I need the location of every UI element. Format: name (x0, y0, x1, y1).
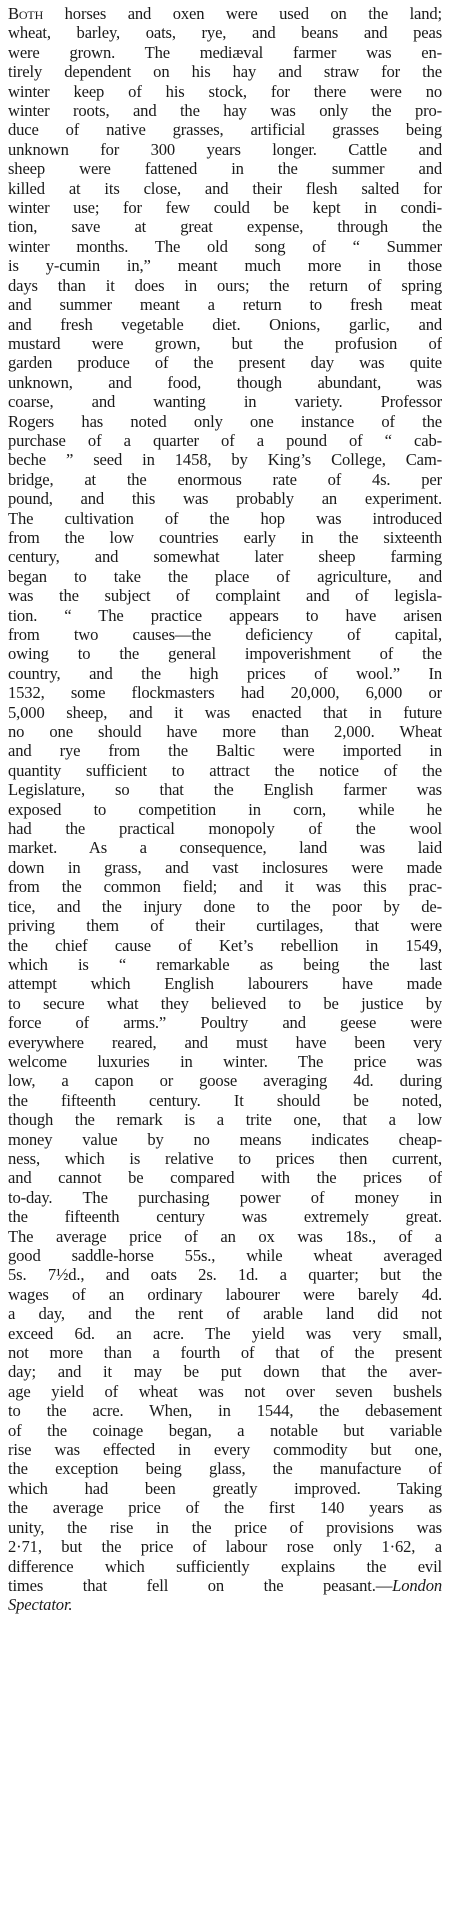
article-line: from two causes—the deficiency of capital, (8, 625, 442, 644)
source-credit: London (392, 1575, 442, 1595)
article-line: coarse, and wanting in variety. Professor (8, 392, 442, 412)
article-line: 5,000 sheep, and it was enacted that in future (8, 702, 442, 722)
article-line: exceed 6d. an acre. The yield was very small, (8, 1323, 442, 1343)
article-line: the chief cause of Ket’s rebellion in 1549, (8, 935, 442, 955)
article-line: and summer meant a return to fresh meat (8, 295, 442, 315)
article-line: which had been greatly improved. Taking (8, 1478, 442, 1498)
article-line: no one should have more than 2,000. Wheat (8, 722, 442, 742)
article-line: rise was effected in every commodity but one, (8, 1440, 442, 1460)
article-line: unknown, and food, though abundant, was (8, 372, 442, 392)
article-line: money value by no means indicates cheap- (8, 1129, 442, 1149)
article-line: and fresh vegetable diet. Onions, garlic, and (8, 314, 442, 334)
article-line: day; and it may be put down that the aver- (8, 1362, 442, 1382)
article-line: 5s. 7½d., and oats 2s. 1d. a quarter; but the (8, 1265, 442, 1285)
article-line: age yield of wheat was not over seven bushels (8, 1381, 442, 1401)
article-line: force of arms.” Poultry and geese were (8, 1013, 442, 1033)
article-line: sheep were fattened in the summer and (8, 159, 442, 179)
article-line: began to take the place of agriculture, and (8, 566, 442, 586)
article-line: low, a capon or goose averaging 4d. during (8, 1071, 442, 1091)
article-line: and rye from the Baltic were imported in (8, 741, 442, 761)
article-line: 2·71, but the price of labour rose only 1·62, a (8, 1537, 442, 1557)
article-line: mustard were grown, but the profusion of (8, 333, 442, 353)
article-line: the exception being glass, the manufacture of (8, 1459, 442, 1479)
article-line: unknown for 300 years longer. Cattle and (8, 139, 442, 159)
article-line: wages of an ordinary labourer were barely 4d. (8, 1284, 442, 1304)
article-line: tice, and the injury done to the poor by de- (8, 896, 442, 916)
article-line (8, 4, 442, 23)
article-line: The average price of an ox was 18s., of a (8, 1226, 442, 1246)
article-line: difference which sufficiently explains the evil (8, 1556, 442, 1576)
article-line: The cultivation of the hop was introduced (8, 508, 442, 528)
article-line: tion, save at great expense, through the (8, 217, 442, 237)
article-line: winter use; for few could be kept in condi- (8, 198, 442, 218)
article-line: bridge, at the enormous rate of 4s. per (8, 469, 442, 489)
article-line: tion. “ The practice appears to have arisen (8, 605, 442, 625)
article-line: had the practical monopoly of the wool (8, 819, 442, 839)
article-line: of the coinage began, a notable but variable (8, 1420, 442, 1440)
article-line: and cannot be compared with the prices of (8, 1168, 442, 1188)
article-line: duce of native grasses, artificial grasses being (8, 120, 442, 140)
article-line: priving them of their curtilages, that were (8, 916, 442, 936)
article-line: from the low countries early in the sixteenth (8, 527, 442, 547)
article-line: exposed to competition in corn, while he (8, 799, 442, 819)
article-line-text: times that fell on the peasant.— (8, 1575, 393, 1595)
article-line: good saddle-horse 55s., while wheat averaged (8, 1246, 442, 1265)
article-line: not more than a fourth of that of the present (8, 1343, 442, 1363)
article-line: pound, and this was probably an experiment. (8, 489, 442, 509)
article-line: Rogers has noted only one instance of the (8, 411, 442, 431)
first-line-text: horses and oxen were used on the land; (43, 4, 442, 23)
article-line: the fifteenth century was extremely great. (8, 1207, 442, 1227)
article-line: were grown. The mediæval farmer was en- (8, 42, 442, 62)
article-line: purchase of a quarter of a pound of “ cab- (8, 430, 442, 450)
article-line: though the remark is a trite one, that a low (8, 1110, 442, 1130)
article-line: owing to the general impoverishment of the (8, 644, 442, 664)
drop-word: Both (8, 4, 44, 23)
article-line: attempt which English labourers have made (8, 974, 442, 994)
article-line: ness, which is relative to prices then current, (8, 1148, 442, 1168)
article-line: days than it does in ours; the return of spring (8, 275, 442, 295)
source-credit-continued: Spectator. (8, 1595, 73, 1615)
article-line: down in grass, and vast inclosures were made (8, 857, 442, 877)
article-line: winter keep of his stock, for there were no (8, 81, 442, 101)
article-line: quantity sufficient to attract the notice of the (8, 760, 442, 780)
article-line: winter months. The old song of “ Summer (8, 236, 442, 256)
article-line: unity, the rise in the price of provisions was (8, 1517, 442, 1537)
article-line: is y-cumin in,” meant much more in those (8, 256, 442, 276)
article-line: garden produce of the present day was quite (8, 353, 442, 373)
article-line: market. As a consequence, land was laid (8, 838, 442, 858)
article-line: a day, and the rent of arable land did not (8, 1304, 442, 1324)
article-line: wheat, barley, oats, rye, and beans and peas (8, 23, 442, 43)
article-line: Legislature, so that the English farmer was (8, 780, 442, 800)
article-line: to the acre. When, in 1544, the debasement (8, 1401, 442, 1421)
article-line: the average price of the first 140 years as (8, 1498, 442, 1518)
article-line: from the common field; and it was this prac- (8, 877, 442, 897)
article-line (8, 1576, 442, 1595)
article-line: winter roots, and the hay was only the pro- (8, 101, 442, 121)
article-line: welcome luxuries in winter. The price was (8, 1051, 442, 1071)
article-line: everywhere reared, and must have been very (8, 1032, 442, 1052)
article-text (8, 4, 442, 1615)
article-line: to-day. The purchasing power of money in (8, 1187, 442, 1207)
article-line: to secure what they believed to be justice by (8, 993, 442, 1013)
article-line: country, and the high prices of wool.” In (8, 663, 442, 683)
article-line: which is “ remarkable as being the last (8, 954, 442, 974)
article-line: century, and somewhat later sheep farming (8, 547, 442, 567)
article-line: 1532, some flockmasters had 20,000, 6,000 or (8, 683, 442, 703)
article-line: beche ” seed in 1458, by King’s College, Cam- (8, 450, 442, 470)
article-line: was the subject of complaint and of legisla- (8, 586, 442, 606)
article-line: tirely dependent on his hay and straw for the (8, 62, 442, 82)
article-line: the fifteenth century. It should be noted, (8, 1090, 442, 1110)
article-line: killed at its close, and their flesh salted for (8, 178, 442, 198)
